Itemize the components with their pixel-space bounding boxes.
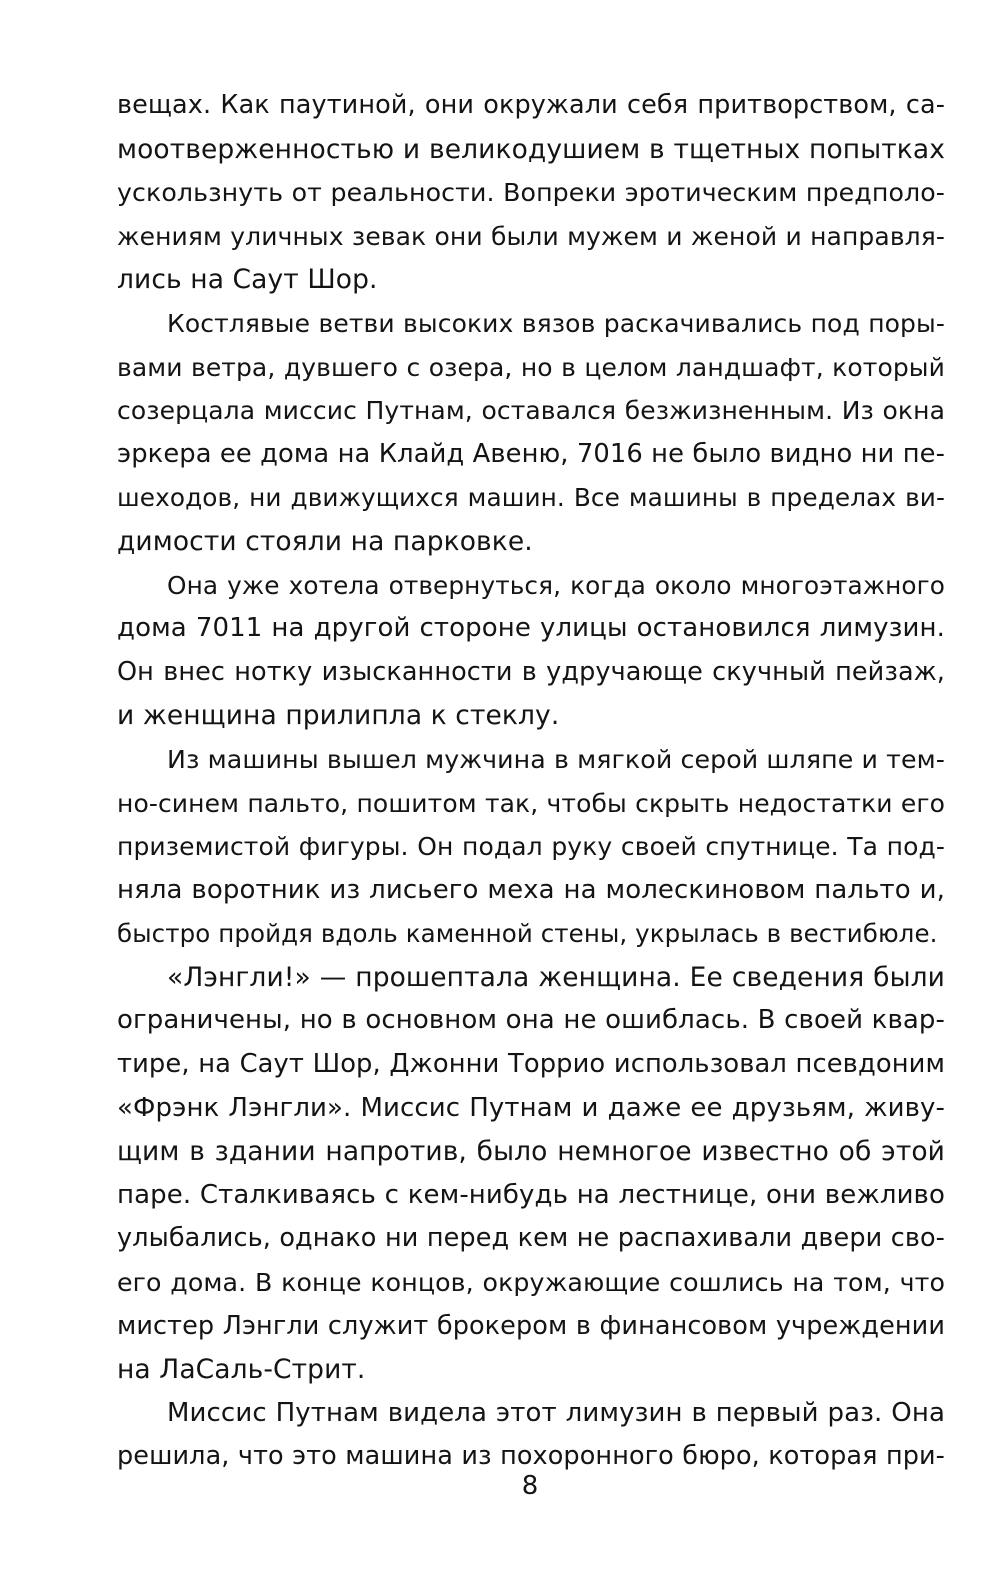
body-text [117, 84, 945, 1479]
text-line: шеходов, ни движущихся машин. Все машины в пределах ви- [117, 483, 945, 513]
text-line: но-синем пальто, пошитом так, чтобы скрыть недостатки его [117, 788, 945, 818]
text-line: няла воротник из лисьего меха на молескиновом пальто и, [117, 874, 945, 905]
text-line: Она уже хотела отвернуться, когда около многоэтажного [167, 570, 945, 600]
text-line: улыбались, однако ни перед кем не распахивали двери сво- [117, 1223, 945, 1254]
text-line: вами ветра, дувшего с озера, но в целом ландшафт, который [117, 352, 945, 382]
text-line: «Лэнгли!» — прошептала женщина. Ее сведения были [167, 961, 945, 993]
text-line: ограничены, но в основном она не ошиблась. В своей квар- [117, 1005, 945, 1036]
text-line: на ЛаСаль-Стрит. [117, 1354, 366, 1386]
text-line: быстро пройдя вдоль каменной стены, укрылась в вестибюле. [117, 919, 938, 949]
text-line: эркера ее дома на Клайд Авеню, 7016 не было видно ни пе- [117, 438, 945, 469]
text-line: Он внес нотку изысканности в удручающе скучный пейзаж, [117, 656, 945, 687]
text-line: жениям уличных зевак они были мужем и женой и направля- [117, 221, 945, 251]
text-line: лись на Саут Шор. [117, 264, 378, 296]
text-line: созерцала миссис Путнам, оставался безжизненным. Из окна [117, 396, 945, 426]
text-line: Миссис Путнам видела этот лимузин в первый раз. Она [167, 1397, 945, 1428]
text-line: ускользнуть от реальности. Вопреки эротическим предполо- [117, 178, 945, 208]
text-line: приземистой фигуры. Он подал руку своей спутнице. Та под- [117, 832, 945, 862]
text-line: тире, на Саут Шор, Джонни Торрио использовал псевдоним [117, 1049, 945, 1080]
text-line: моотверженностью и великодушием в тщетных попытках [117, 133, 945, 165]
text-line: Костлявые ветви высоких вязов раскачивались под поры- [167, 308, 945, 338]
text-line: паре. Сталкиваясь с кем-нибудь на лестнице, они вежливо [117, 1179, 945, 1210]
text-line: и женщина прилипла к стеклу. [117, 700, 560, 732]
text-line: его дома. В конце концов, окружающие сошлись на том, что [117, 1268, 945, 1298]
text-line: димости стояли на парковке. [117, 525, 533, 557]
text-line: дома 7011 на другой стороне улицы остановился лимузин. [117, 613, 945, 644]
text-line: вещах. Как паутиной, они окружали себя притворством, са- [117, 90, 945, 120]
page-number: 8 [521, 1471, 539, 1501]
text-line: «Фрэнк Лэнгли». Миссис Путнам и даже ее друзьям, живу- [117, 1092, 945, 1123]
text-line: щим в здании напротив, было немногое известно об этой [117, 1136, 945, 1168]
text-line: Из машины вышел мужчина в мягкой серой шляпе и тем- [167, 744, 945, 774]
text-line: решила, что это машина из похоронного бюро, которая при- [117, 1441, 945, 1472]
text-line: мистер Лэнгли служит брокером в финансовом учреждении [117, 1310, 945, 1341]
